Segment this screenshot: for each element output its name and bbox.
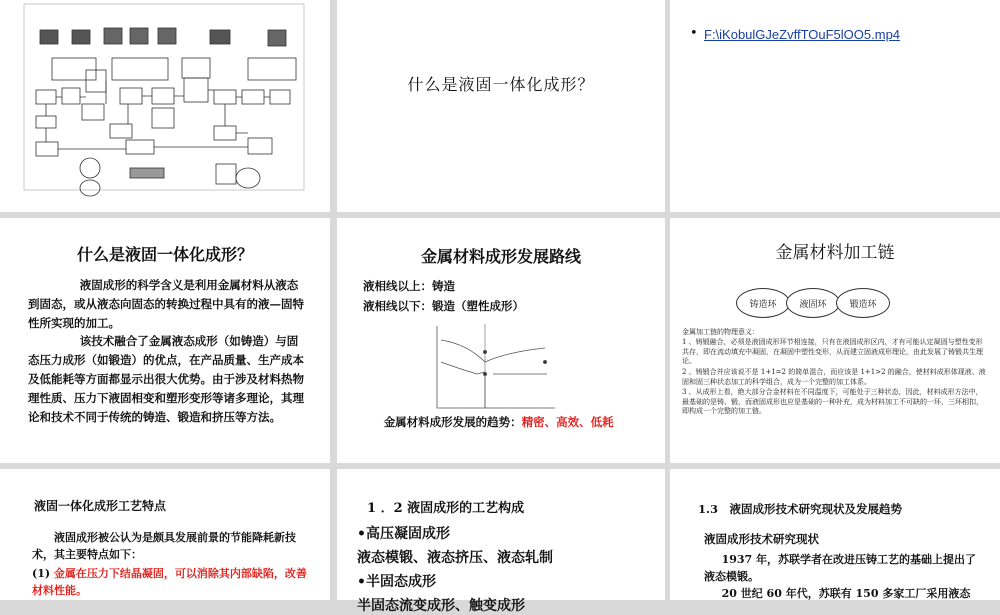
- slide-paragraph-1: 1937 年，苏联学者在改进压铸工艺的基础上提出了液态模锻。: [704, 553, 977, 583]
- slide-paragraph-2: 该技术融合了金属液态成形（如铸造）与固态压力成形（如锻造）的优点，在产品质量、生产成本及低能耗等方面都显示出很大优势。由于涉及材料热物理性质、压力下液固相变和塑形变形等诸多理论，其理论和技术不同于传统的铸造、锻造和挤压等方法。: [28, 334, 304, 424]
- slide-5-thumbnail[interactable]: [337, 218, 665, 463]
- trend-highlight: 精密、高效、低耗: [521, 415, 614, 429]
- note-item: 3 、从成形上看，绝大部分合金材料在不同温度下，可能处于三种状态，因此，材料成形方法中，最基础的是铸、锻，而液固成形也应是基础的一种补充，成为材料加工不可缺的一环，三环相扣，即构成一个完整的加工链。: [682, 388, 983, 415]
- slide-title: 什么是液固一体化成形？: [407, 75, 595, 94]
- slide-title: 什么是液固一体化成形？: [76, 245, 253, 264]
- slide-title: 1 ．2 液固成形的工艺构成: [367, 501, 525, 516]
- slide-title: 金属材料成形发展路线: [420, 247, 581, 266]
- slide-3-thumbnail[interactable]: [670, 0, 1000, 212]
- slide-title: 金属材料加工链: [775, 243, 895, 263]
- feature-item-number: (1): [32, 567, 54, 580]
- forging-ring: 锻造环: [836, 288, 890, 318]
- process-flow-diagram-image: [0, 0, 330, 212]
- slide-paragraph-1: 液固成形的科学含义是利用金属材料从液态到固态，或从液态向固态的转换过程中具有的液—固特性所实现的加工。: [28, 278, 304, 330]
- slide-2-thumbnail[interactable]: [337, 0, 665, 212]
- slide-subtitle: 液固成形技术研究现状: [704, 532, 819, 546]
- feature-item-1: [32, 565, 312, 599]
- liquid-processes-line: 液态模锻、液态挤压、液态轧制: [357, 550, 553, 566]
- slide-paragraph-2: 20 世纪 60 年代，苏联有 150 多家工厂采用液态: [721, 587, 971, 600]
- note-item: 2 、铸锻合并应该说不是 1+1=2 的简单混合，而应该是 1+1>2 的融合，使材料成形体现液、液固和固三种状态加工的科学组合，成为一个完整的加工体系。: [682, 368, 986, 386]
- slide-8-thumbnail[interactable]: [337, 469, 665, 614]
- slide-9-thumbnail[interactable]: [670, 469, 1000, 600]
- slide-paragraph: 液固成形被公认为是颇具发展前景的节能降耗新技术，其主要特点如下：: [32, 531, 296, 561]
- bullet-high-pressure: •高压凝固成形: [357, 526, 450, 542]
- bullet-semi-solid: •半固态成形: [357, 574, 436, 590]
- feature-item-highlight: 金属在压力下结晶凝固，可以消除其内部缺陷，改善材料性能。: [32, 567, 307, 597]
- casting-ring: 铸造环: [736, 288, 790, 318]
- trend-text: [363, 414, 643, 430]
- slide-1-thumbnail[interactable]: [0, 0, 330, 212]
- trend-prefix: 金属材料成形发展的趋势：: [383, 415, 522, 429]
- liquid-solid-ring: 液固环: [786, 288, 840, 318]
- note-item: 1 、铸锻融合，必须是液固成形环节相连接，只有在液固成形区内，才有可能认定凝固与塑性变形共存，即在流动填充中凝固，在凝固中塑性变形，从而建立固液成形理论，由此发展了铸锻共生理论。: [682, 338, 983, 365]
- video-file-link[interactable]: F:\iKobulGJeZvffTOuF5lOO5.mp4: [704, 27, 901, 42]
- notes-title: 金属加工链的物理意义：: [682, 328, 759, 336]
- slide-4-thumbnail[interactable]: [0, 218, 330, 463]
- liquidus-above-line: 液相线以上：铸造: [363, 279, 455, 293]
- semi-solid-processes-line: 半固态流变成形、触变成形: [357, 598, 525, 614]
- slide-6-thumbnail[interactable]: [670, 218, 1000, 463]
- liquidus-below-line: 液相线以下：锻造（塑性成形）: [363, 299, 524, 313]
- phase-diagram-image: [427, 322, 557, 412]
- slide-title: 液固一体化成形工艺特点: [34, 499, 167, 513]
- slide-7-thumbnail[interactable]: [0, 469, 330, 600]
- slide-title: 1.3 液固成形技术研究现状及发展趋势: [698, 502, 903, 516]
- bullet-dot: •: [690, 26, 698, 41]
